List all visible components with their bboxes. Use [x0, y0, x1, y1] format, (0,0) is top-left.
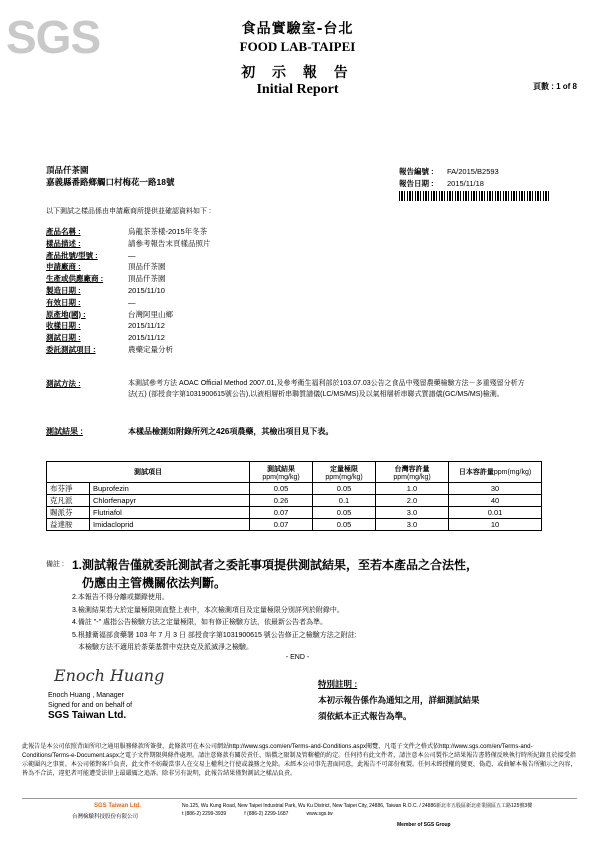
info-row: [46, 261, 211, 273]
cell-zh: 賜派芬: [47, 507, 90, 519]
note-1b: 仍應由主管機關依法判斷。: [82, 576, 227, 590]
report-no: FA/2015/B2593: [447, 167, 499, 176]
result-label: 測試結果 :: [46, 427, 83, 436]
info-value: 請參考報告末頁樣品照片: [128, 238, 211, 248]
table-row: [47, 507, 542, 519]
barcode: [399, 191, 549, 201]
cell-loq: 0.1: [313, 495, 376, 507]
signer-behalf: Signed for and on behalf of: [48, 702, 133, 709]
notes-label: 備註 :: [46, 561, 64, 568]
cell-tw: 1.0: [376, 483, 449, 495]
cell-jp: 0.01: [449, 507, 542, 519]
info-row: [46, 309, 211, 321]
info-label: 有效日期 :: [46, 297, 81, 307]
col-tw-unit: ppm(mg/kg): [393, 473, 431, 481]
results-table: [46, 461, 542, 531]
special-line-1: 本初示報告係作為通知之用，詳細測試結果: [318, 695, 480, 705]
info-value: 頂品仟茶園: [128, 274, 166, 284]
lab-name-en: FOOD LAB-TAIPEI: [239, 39, 356, 54]
col-loq: [313, 462, 376, 483]
lab-name-zh: 食品實驗室-台北: [241, 21, 354, 37]
cell-jp: 10: [449, 519, 542, 531]
cell-en: Chlorfenapyr: [90, 495, 250, 507]
footer-tel: t (886-2) 2299-3939: [182, 811, 227, 817]
cell-en: Buprofezin: [90, 483, 250, 495]
info-label: 製造日期 :: [46, 285, 81, 295]
cell-jp: 40: [449, 495, 542, 507]
cell-en: Imidacloprid: [90, 519, 250, 531]
info-row: [46, 320, 211, 332]
col-result-unit: ppm(mg/kg): [262, 473, 300, 481]
footer-company: SGS Taiwan Ltd.: [94, 803, 141, 809]
cell-result: 0.07: [250, 507, 313, 519]
cell-loq: 0.05: [313, 507, 376, 519]
note-2: 2.本報告不得分離或擷錄使用。: [72, 594, 169, 601]
intro-text: 以下測試之樣品係由申請廠商所提供並確認資料如下 :: [46, 208, 211, 215]
cell-en: Flutriafol: [90, 507, 250, 519]
info-label: 產品名稱 :: [46, 227, 81, 236]
col-jp: [449, 462, 542, 483]
client-name: 頂品仟茶園: [46, 165, 89, 175]
col-loq-title: 定量極限: [330, 465, 358, 473]
signer-company: SGS Taiwan Ltd.: [48, 710, 127, 721]
info-label: 生產或供應廠商 :: [46, 274, 104, 284]
method-text: 本測試參考方法 AOAC Official Method 2007.01,及參考衛生福利部於103.07.03公告之食品中殘留農藥檢驗方法－多重殘留分析方法(五) (部授食字第1031900615號公告),以液相層析串聯質譜儀(LC/MS/MS)及以氣相層析串聯式質譜儀(GC/MS/MS)檢測。: [128, 380, 525, 398]
notes: [46, 556, 546, 655]
cell-tw: 3.0: [376, 519, 449, 531]
info-row: [46, 226, 211, 238]
cell-zh: 克凡派: [47, 495, 90, 507]
report-type-en: Initial Report: [256, 82, 339, 97]
info-row: [46, 285, 211, 297]
info-value: 2015/11/12: [128, 333, 165, 343]
report-type-zh: 初 示 報 告: [241, 65, 354, 81]
test-result: [46, 426, 333, 437]
method-label: 測試方法 :: [46, 379, 81, 388]
report-date-label: 報告日期 :: [399, 179, 434, 188]
info-label: 測試日期 :: [46, 333, 81, 343]
footer-company-zh: 台灣檢驗科技股份有限公司: [72, 814, 139, 820]
info-row: [46, 250, 211, 262]
client-address: 嘉義縣番路鄉觸口村梅花一路18號: [46, 177, 175, 187]
sgs-logo: SGS: [6, 11, 101, 63]
sample-info: [46, 226, 211, 356]
info-value: —: [128, 250, 136, 260]
table-row: [47, 483, 542, 495]
note-3: 3.檢測結果若大於定量極限則直整上表中，本次檢測項目及定量極限分別詳列於附錄中。: [72, 606, 344, 614]
footer-address-line: No.125, Wu Kung Road, New Taipei Industrial Park, Wu Ku District, New Taipei City, 24886, Taiwan R.O.C. / 24886新北市五股區新北產業園區五工路125號3樓: [182, 803, 533, 809]
special-title: 特別註明 :: [318, 679, 358, 689]
col-item: 測試項目: [47, 462, 250, 483]
handwritten-signature: Enoch Huang: [54, 666, 165, 685]
col-tw: [376, 462, 449, 483]
cell-zh: 布芬淨: [47, 483, 90, 495]
cell-result: 0.26: [250, 495, 313, 507]
page-number: 頁數 : 1 of 8: [532, 82, 577, 91]
col-jp-unit: ppm(mg/kg): [493, 469, 532, 476]
info-label: 產品批號/型號 :: [46, 250, 98, 260]
info-value: 台灣阿里山鄉: [128, 309, 173, 319]
info-row: [46, 297, 211, 309]
cell-result: 0.05: [250, 483, 313, 495]
col-result: [250, 462, 313, 483]
info-row: [46, 238, 211, 250]
col-tw-title: 台灣容許量: [394, 465, 430, 473]
footer-member: Member of SGS Group: [397, 822, 451, 828]
note-1: 1.測試報告僅就委託測試者之委託事項提供測試結果，至若本產品之合法性，: [72, 558, 479, 572]
footer: [22, 798, 577, 828]
table-row: [47, 519, 542, 531]
info-row: [46, 332, 211, 344]
cell-loq: 0.05: [313, 519, 376, 531]
info-label: 原產地(國) :: [46, 309, 86, 319]
test-method: [46, 378, 546, 400]
table-header-row: [47, 462, 542, 483]
info-value: 2015/11/12: [128, 321, 165, 331]
info-label: 收樣日期 :: [46, 321, 81, 331]
note-5b: 本檢驗方法不適用於茶葉基質中克抉克及派滅淨之檢驗。: [78, 644, 253, 651]
info-label: 申請廠商 :: [46, 262, 81, 272]
col-jp-title: 日本容許量: [458, 469, 494, 476]
legal-disclaimer: 此報告是本公司依照背面所印之通用服務條款所簽發，此條款可在本公司網站http://www.sgs.com/en/Terms-and-Conditions.aspx閱覽，凡電子文件之格式依http://www.sgs.com/en/Terms-and-Conditions/Terms-e-Document.aspx之電子文件期限與條件處理。請注意條款有關於責任、賠償之限制及管轄權的約定。任何持有此文件者，請注意本公司製作之結果報告書將僅反映執行時所紀錄且於接受指示範圍內之事實。本公司僅對客戶負責，此文件不妨礙當事人在交易上權利之行使或義務之免除。未經本公司事先書面同意，此報告不可部份複製。任何未經授權的變更、偽造、或曲解本報告所顯示之內容，皆為不合法，違犯者可能遭受法律上最嚴厲之追訴。除非另有說明，此報告結果僅對測試之樣品負責。: [22, 743, 577, 777]
client-block: [46, 164, 174, 188]
special-line-2: 須依紙本正式報告為準。: [318, 711, 412, 721]
note-4: 4.備註 "-" 處指公告檢驗方法之定量極限，如有修正檢驗方法，依最新公告者為準。: [72, 619, 328, 626]
report-meta: [399, 166, 499, 190]
footer-web: www.sgs.tw: [306, 811, 333, 817]
table-row: [47, 495, 542, 507]
result-text: 本樣品檢測如附錄所列之426項農藥，其檢出項目見下表。: [128, 427, 334, 436]
col-result-title: 測試結果: [267, 465, 295, 473]
signer-block: [48, 691, 132, 721]
info-label: 委託測試項目 :: [46, 344, 96, 354]
info-label: 樣品描述 :: [46, 238, 81, 248]
info-value: 2015/11/10: [128, 285, 165, 295]
signer-name: Enoch Huang , Manager: [48, 692, 124, 699]
note-5: 5.根據衛福部食藥署 103 年 7 月 3 日 部授食字第1031900615 號公告修正之檢驗方法之附註:: [72, 631, 357, 639]
footer-address: [182, 802, 532, 818]
report-date: 2015/11/18: [447, 179, 484, 188]
special-note: [318, 676, 480, 724]
cell-result: 0.07: [250, 519, 313, 531]
col-loq-unit: ppm(mg/kg): [325, 473, 363, 481]
report-no-label: 報告編號 :: [399, 167, 434, 176]
footer-fax: f (886-2) 2299-1687: [244, 811, 289, 817]
info-value: 烏龍茶茶樣-2015年冬茶: [128, 227, 208, 236]
info-row: [46, 273, 211, 285]
info-value: —: [128, 297, 136, 307]
info-value: 農藥定量分析: [128, 344, 173, 354]
end-marker: - END -: [285, 654, 310, 661]
info-row: [46, 344, 211, 356]
cell-tw: 3.0: [376, 507, 449, 519]
info-value: 頂品仟茶園: [128, 262, 166, 272]
cell-jp: 30: [449, 483, 542, 495]
cell-zh: 益達胺: [47, 519, 90, 531]
cell-tw: 2.0: [376, 495, 449, 507]
cell-loq: 0.05: [313, 483, 376, 495]
